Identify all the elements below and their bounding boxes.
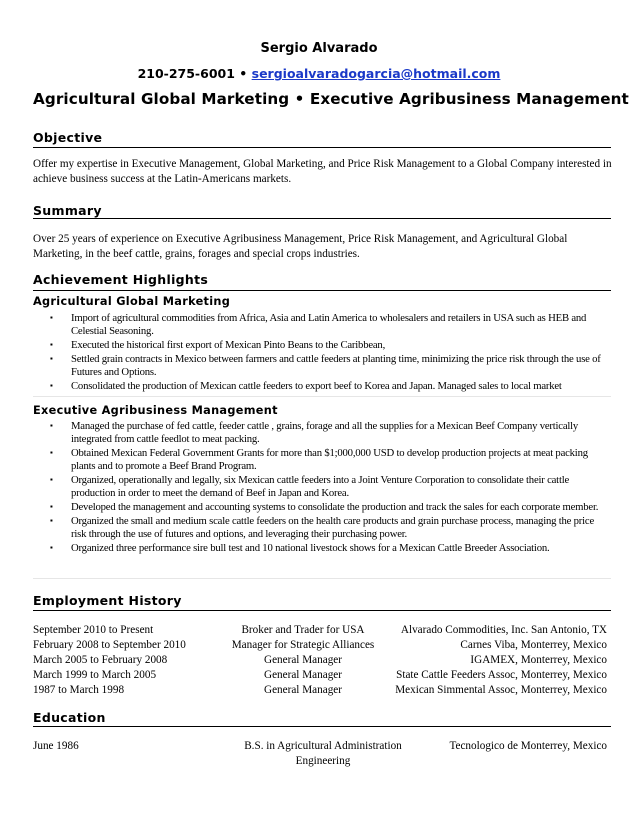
table-row	[33, 669, 607, 684]
email-link[interactable]: sergioalvaradogarcia@hotmail.com	[251, 66, 501, 81]
employment-dates: February 2008 to September 2010	[33, 639, 186, 651]
employment-company: Alvarado Commodities, Inc. San Antonio, TX	[400, 624, 607, 636]
list-item: ▪ Developed the management and accounting systems to consolidate the production and track the sales for each corporate member.	[50, 500, 599, 513]
bullet-icon: ▪	[50, 421, 53, 430]
table-row	[33, 639, 607, 654]
objective-text: Offer my expertise in Executive Management, Global Marketing, and Price Risk Management to a Global Company interested in achieve business success at the Latin-Americans markets.	[33, 158, 612, 185]
employment-dates: March 1999 to March 2005	[33, 669, 157, 681]
list-item: ▪ Executed the historical first export of Mexican Pinto Beans to the Caribbean,	[50, 338, 386, 351]
table-row	[33, 654, 607, 669]
degree-line-1: B.S. in Agricultural Administration	[244, 740, 402, 752]
bullet-icon: ▪	[50, 474, 53, 484]
education-school: Tecnologico de Monterrey, Mexico	[449, 740, 607, 752]
table-row	[33, 684, 607, 699]
contact-line	[0, 66, 638, 81]
employment-company: IGAMEX, Monterrey, Mexico	[470, 654, 607, 666]
employment-heading: Employment History	[33, 593, 182, 608]
agricultural-marketing-list	[33, 312, 608, 394]
employment-dates: March 2005 to February 2008	[33, 654, 168, 666]
employment-role: General Manager	[264, 654, 342, 666]
bullet-icon: ▪	[50, 542, 53, 552]
summary-text: Over 25 years of experience on Executive Agribusiness Management, Price Risk Management, and Agricultural Global Marketing, in the beef cattle, grains, forages and special crops industries.	[33, 233, 568, 260]
bullet-icon: ▪	[50, 381, 53, 391]
list-item: ▪ Consolidated the production of Mexican cattle feeders to export beef to Korea and Japan. Managed sales to local market	[50, 380, 562, 393]
list-item: ▪ Organized, operationally and legally, six Mexican cattle feeders into a Joint Venture Corporation to consolidate their cattle production in order to meet the demand of Beef in Japan and Korea.	[50, 473, 570, 499]
employment-company: Carnes Viba, Monterrey, Mexico	[460, 639, 607, 651]
employment-dates: 1987 to March 1998	[33, 684, 125, 696]
phone-number: 210-275-6001	[137, 66, 235, 81]
bullet-icon: ▪	[50, 501, 53, 511]
employment-company: Mexican Simmental Assoc, Monterrey, Mexico	[395, 684, 607, 696]
executive-management-list	[33, 420, 608, 556]
list-item: ▪ Organized three performance sire bull test and 10 national livestock shows for a Mexican Cattle Breeder Association.	[50, 541, 550, 554]
list-item: ▪ Organized the small and medium scale cattle feeders on the health care products and grain purchase process, managing the price risk through the use of futures and options, and leveraging their purchasing power.	[50, 514, 595, 540]
employment-role: Manager for Strategic Alliances	[231, 639, 375, 651]
employment-role: General Manager	[264, 669, 342, 681]
employment-role: General Manager	[264, 684, 342, 696]
achievements-heading: Achievement Highlights	[33, 272, 209, 287]
employment-divider	[33, 610, 611, 611]
education-heading: Education	[33, 710, 106, 725]
degree-line-2: Engineering	[295, 755, 351, 767]
table-row	[33, 624, 607, 639]
achievements-divider	[33, 290, 611, 291]
objective-divider	[33, 147, 611, 148]
education-date: June 1986	[33, 740, 79, 752]
employment-role: Broker and Trader for USA	[241, 624, 365, 636]
employment-company: State Cattle Feeders Assoc, Monterrey, Mexico	[396, 669, 607, 681]
education-degree	[193, 739, 453, 769]
bullet-icon: ▪	[50, 447, 53, 457]
section-separator	[33, 578, 611, 579]
candidate-name: Sergio Alvarado	[260, 41, 378, 56]
section-separator	[33, 396, 611, 397]
contact-separator: •	[239, 66, 248, 81]
agricultural-marketing-subheading: Agricultural Global Marketing	[33, 295, 231, 308]
bullet-icon: ▪	[50, 313, 53, 322]
professional-headline: Agricultural Global Marketing • Executive Agribusiness Management	[33, 90, 629, 108]
list-item: ▪ Import of agricultural commodities from Africa, Asia and Latin America to wholesalers and retailers in USA such as HEB and Celestial Seasoning.	[50, 312, 587, 337]
list-item: ▪ Obtained Mexican Federal Government Grants for more than $1;000,000 USD to develop production projects at meat packing plants and to promote a Beef Brand Program.	[50, 446, 588, 472]
executive-management-subheading: Executive Agribusiness Management	[33, 404, 278, 417]
employment-dates: September 2010 to Present	[33, 624, 154, 636]
bullet-icon: ▪	[50, 515, 53, 525]
list-item: ▪ Settled grain contracts in Mexico between farmers and cattle feeders at planting time, minimizing the price risk through the use of Futures and Options.	[50, 353, 601, 378]
summary-divider	[33, 218, 611, 219]
objective-heading: Objective	[33, 130, 103, 145]
list-item: ▪ Managed the purchase of fed cattle, feeder cattle , grains, forage and all the supplies for a Mexican Beef Company vertically integrated from cattle feedlot to meat packing.	[50, 420, 579, 445]
bullet-icon: ▪	[50, 354, 53, 364]
summary-heading: Summary	[33, 203, 102, 218]
bullet-icon: ▪	[50, 339, 53, 349]
education-divider	[33, 726, 611, 727]
